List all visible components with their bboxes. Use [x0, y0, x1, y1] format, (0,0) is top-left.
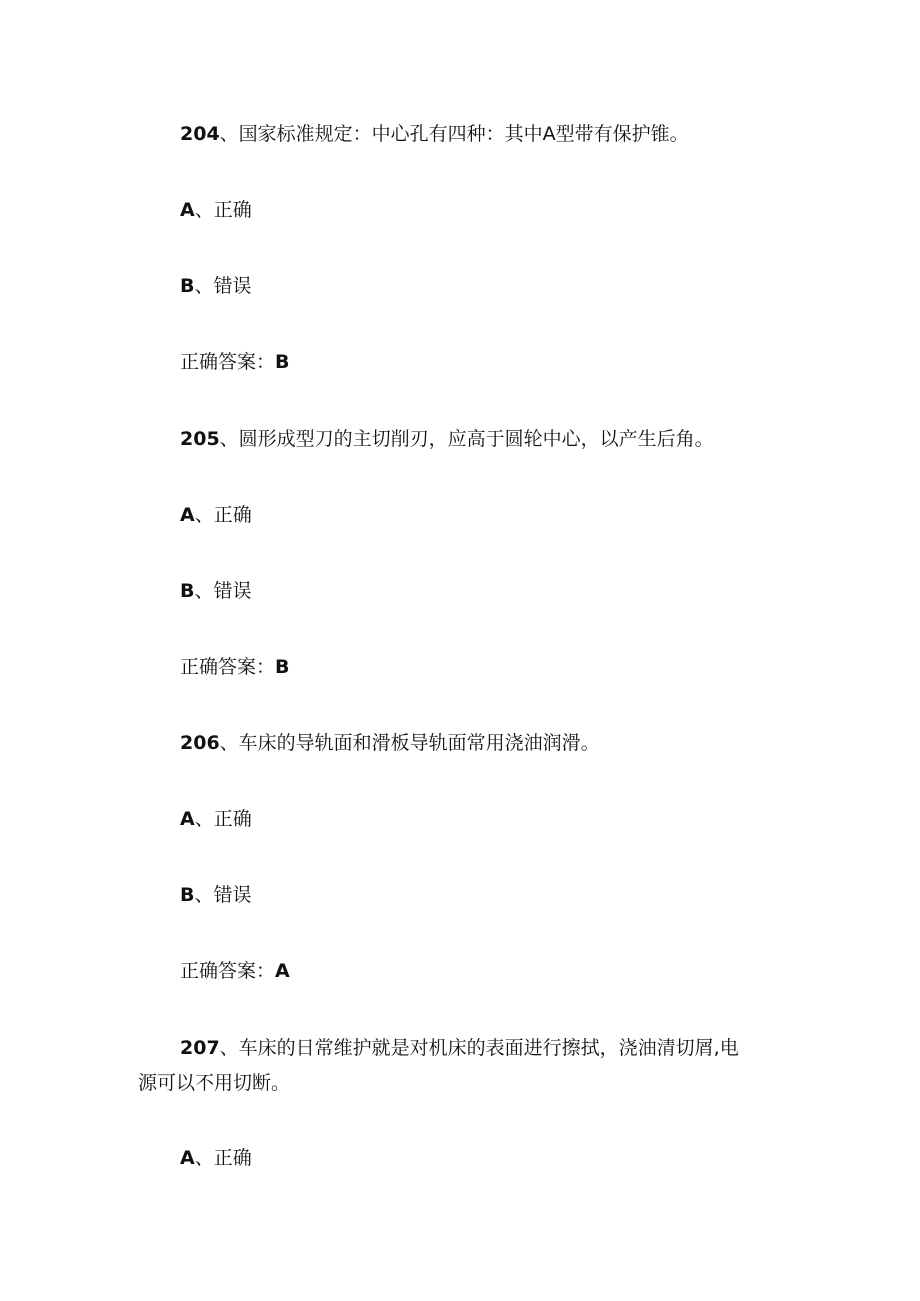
option-letter: A — [180, 504, 195, 526]
question-206-option-b — [180, 883, 252, 907]
question-number: 205 — [180, 428, 220, 450]
question-text: 、圆形成型刀的主切削刃，应高于圆轮中心，以产生后角。 — [219, 428, 714, 450]
option-text: 、正确 — [194, 504, 252, 526]
question-204-option-b — [180, 274, 252, 298]
answer-value: B — [275, 351, 290, 373]
question-204-option-a — [180, 198, 252, 222]
option-text: 、正确 — [194, 199, 252, 221]
question-text: 、车床的日常维护就是对机床的表面进行擦拭，浇油清切屑,电 — [219, 1037, 739, 1059]
option-text: 、正确 — [194, 808, 252, 830]
question-207-stem-continuation — [138, 1071, 290, 1095]
question-204-stem — [180, 122, 689, 146]
answer-label: 正确答案： — [180, 351, 276, 373]
answer-label: 正确答案： — [180, 656, 276, 678]
option-letter: B — [180, 580, 195, 602]
option-text: 、错误 — [194, 884, 252, 906]
question-205-stem — [180, 427, 714, 451]
question-number: 206 — [180, 732, 220, 754]
option-letter: A — [180, 808, 195, 830]
question-206-option-a — [180, 807, 252, 831]
answer-value: B — [275, 656, 290, 678]
question-205-option-a — [180, 503, 252, 527]
question-206-stem — [180, 731, 600, 755]
option-letter: A — [180, 1147, 195, 1169]
option-letter: A — [180, 199, 195, 221]
option-letter: B — [180, 275, 195, 297]
question-205-answer — [180, 655, 290, 679]
question-205-option-b — [180, 579, 252, 603]
answer-label: 正确答案： — [180, 960, 276, 982]
question-204-answer — [180, 350, 290, 374]
question-206-answer — [180, 959, 290, 983]
question-text: 、国家标准规定：中心孔有四种：其中A型带有保护锥。 — [219, 123, 689, 145]
question-number: 207 — [180, 1037, 220, 1059]
option-text: 、错误 — [194, 580, 252, 602]
option-text: 、错误 — [194, 275, 252, 297]
question-number: 204 — [180, 123, 220, 145]
question-207-stem — [180, 1036, 739, 1060]
option-letter: B — [180, 884, 195, 906]
question-text: 源可以不用切断。 — [138, 1072, 291, 1094]
question-207-option-a — [180, 1146, 252, 1170]
question-text: 、车床的导轨面和滑板导轨面常用浇油润滑。 — [219, 732, 600, 754]
option-text: 、正确 — [194, 1147, 252, 1169]
answer-value: A — [275, 960, 290, 982]
